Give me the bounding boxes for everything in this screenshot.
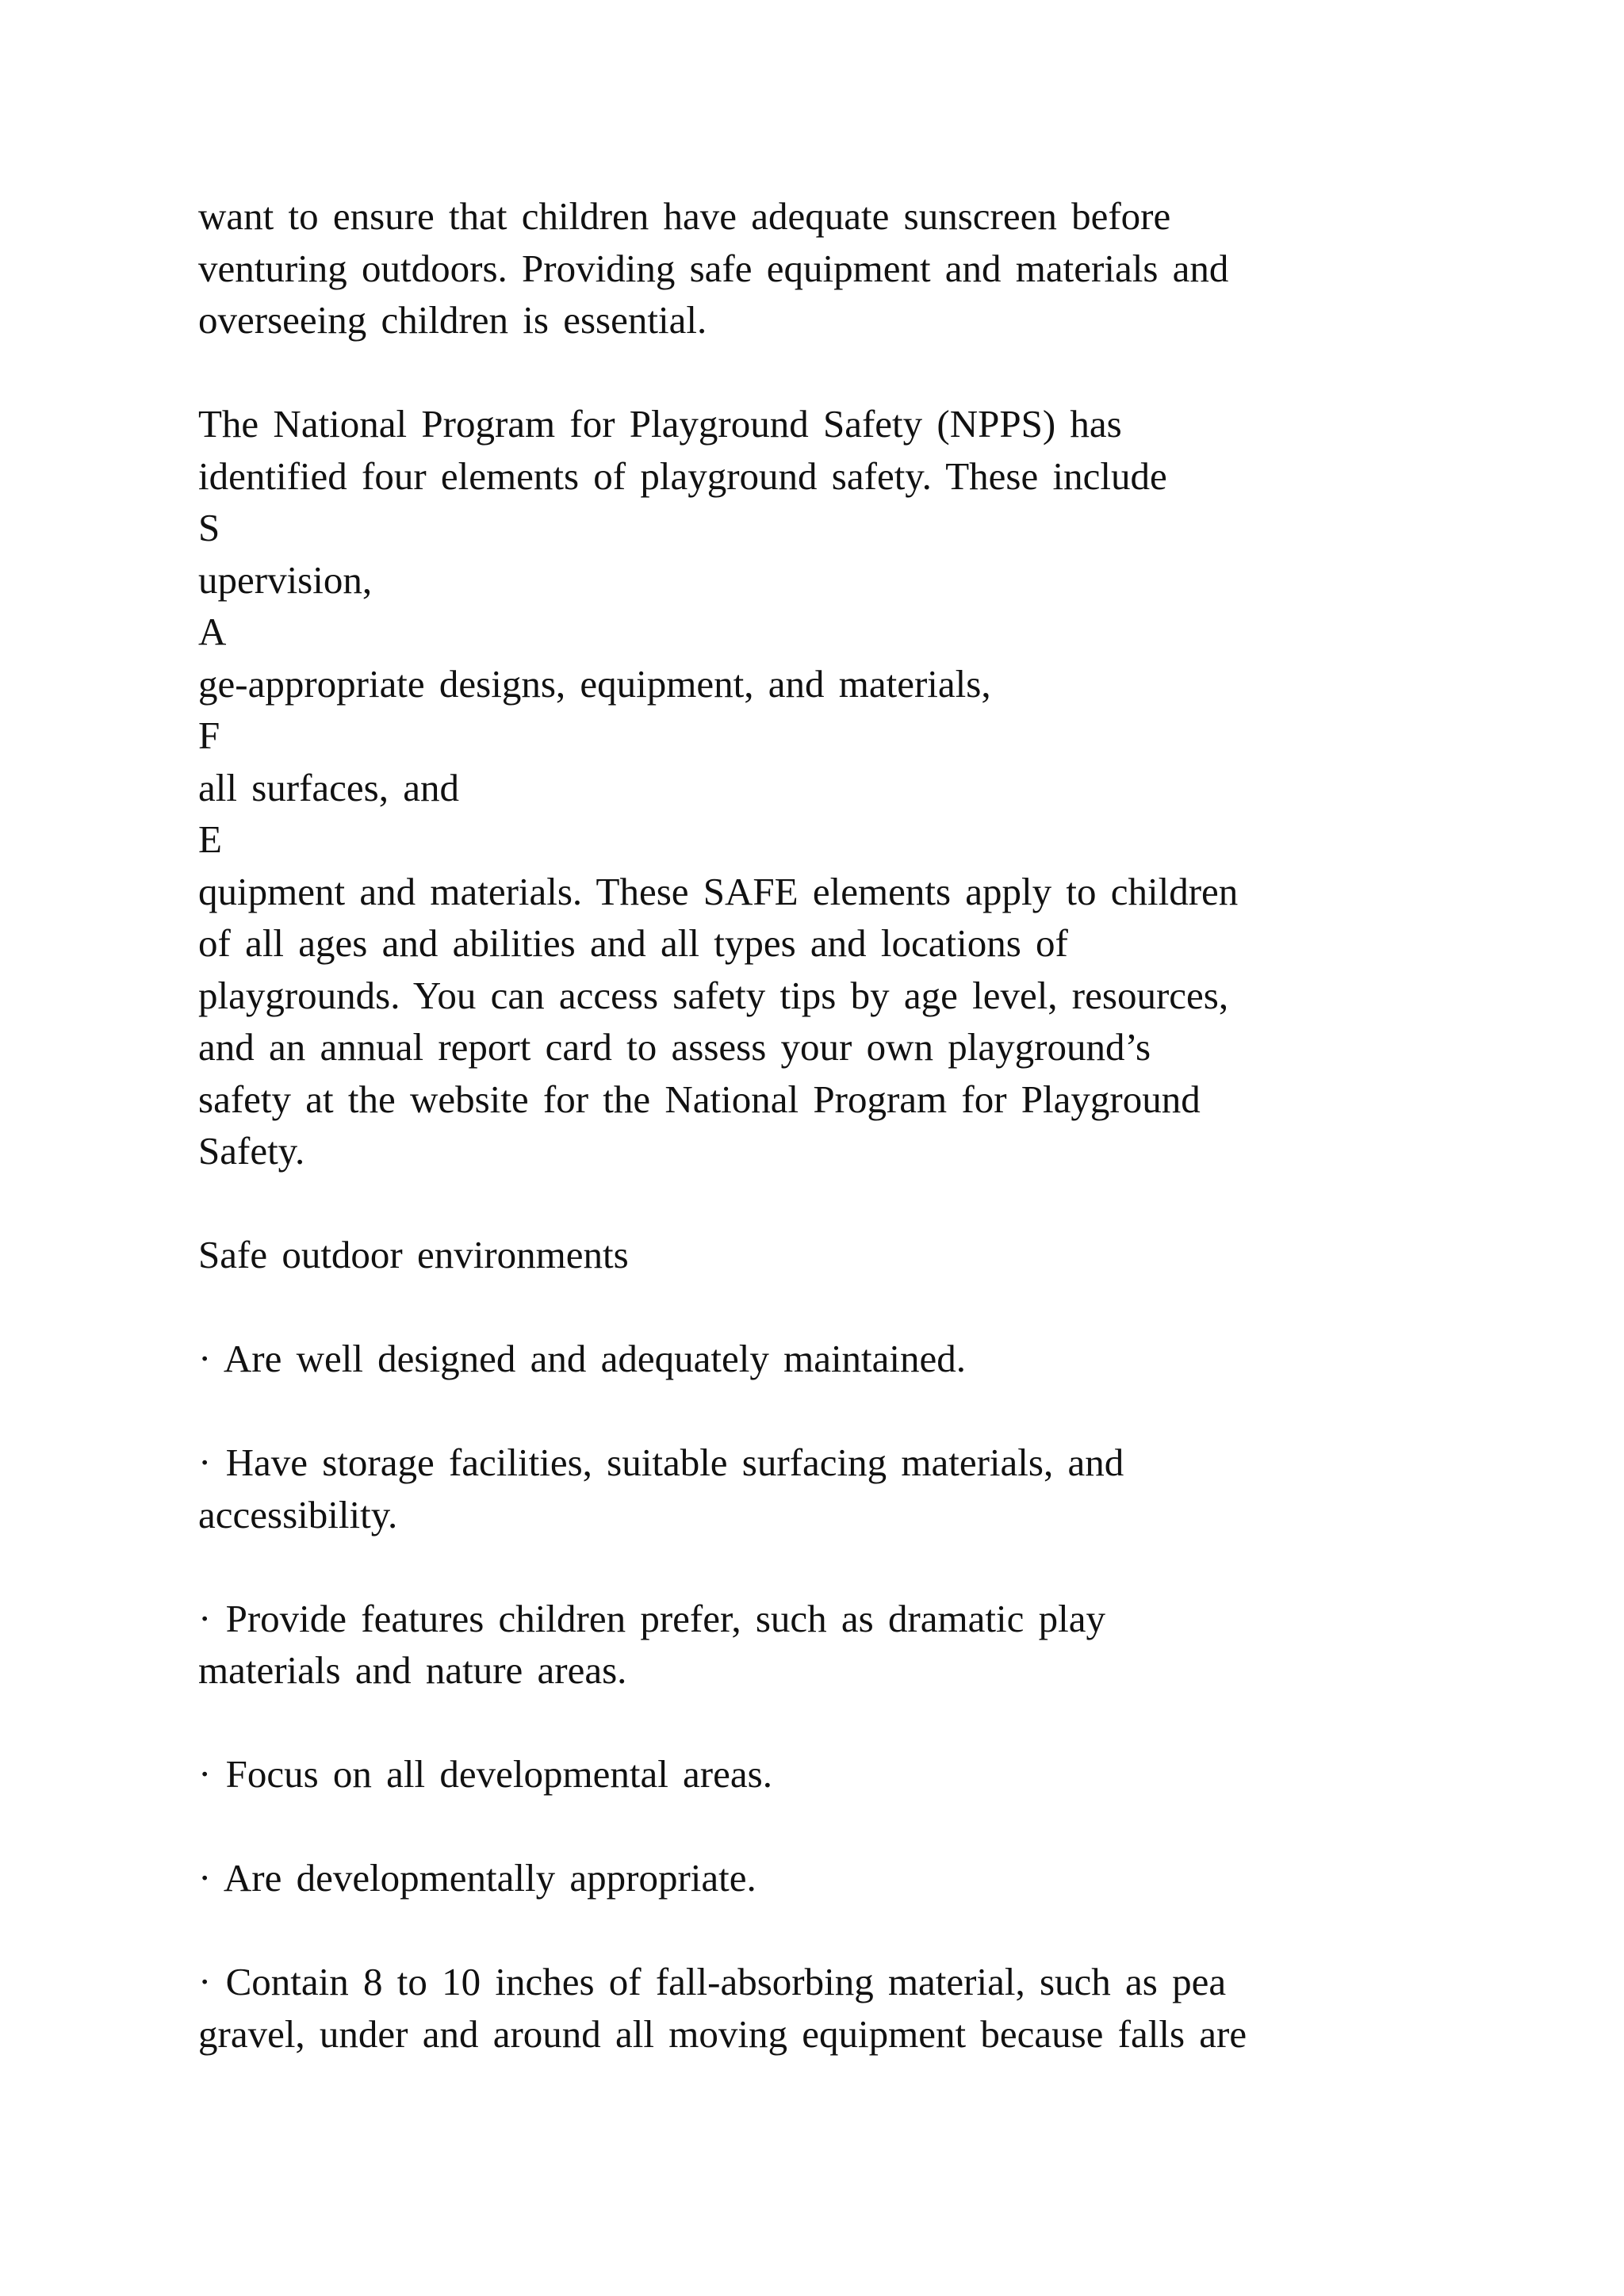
text-line: identified four elements of playground safety. These include xyxy=(198,453,1167,498)
blank-line xyxy=(198,1904,1499,1957)
text-line: The National Program for Playground Safety (NPPS) has xyxy=(198,402,1122,446)
text-line: of all ages and abilities and all types and locations of xyxy=(198,921,1068,965)
bullet-item: · Provide features children prefer, such as dramatic play xyxy=(198,1596,1105,1640)
bullet-continuation: accessibility. xyxy=(198,1492,398,1536)
text-line: venturing outdoors. Providing safe equipment and materials and xyxy=(198,246,1229,290)
blank-line xyxy=(198,1697,1499,1749)
document-text xyxy=(198,190,1499,2060)
text-line: playgrounds. You can access safety tips by age level, resources, xyxy=(198,973,1229,1017)
bullet-item: · Are developmentally appropriate. xyxy=(198,1856,756,1900)
blank-line xyxy=(198,346,1499,399)
text-line: A xyxy=(198,610,227,653)
bullet-continuation: materials and nature areas. xyxy=(198,1648,627,1692)
text-line: quipment and materials. These SAFE elements apply to children xyxy=(198,869,1239,913)
bullet-continuation: gravel, under and around all moving equipment because falls are xyxy=(198,2011,1247,2056)
blank-line xyxy=(198,1281,1499,1334)
blank-line xyxy=(198,1177,1499,1230)
bullet-item: · Are well designed and adequately maintained. xyxy=(198,1337,967,1380)
text-line: upervision, xyxy=(198,557,373,602)
blank-line xyxy=(198,1540,1499,1593)
text-line: E xyxy=(198,817,222,861)
bullet-item: · Have storage facilities, suitable surfacing materials, and xyxy=(198,1441,1124,1484)
text-line: ge-appropriate designs, equipment, and materials, xyxy=(198,661,991,706)
bullet-item: · Focus on all developmental areas. xyxy=(198,1752,772,1796)
text-line: Safety. xyxy=(198,1129,305,1173)
text-line: and an annual report card to assess your own playground’s xyxy=(198,1025,1151,1069)
text-line: want to ensure that children have adequate sunscreen before xyxy=(198,194,1171,238)
text-line: overseeing children is essential. xyxy=(198,298,707,342)
section-heading: Safe outdoor environments xyxy=(198,1233,629,1276)
text-line: safety at the website for the National Program for Playground xyxy=(198,1077,1201,1121)
blank-line xyxy=(198,1385,1499,1437)
blank-line xyxy=(198,1800,1499,1853)
text-line: all surfaces, and xyxy=(198,765,459,809)
text-line: S xyxy=(198,506,220,549)
bullet-item: · Contain 8 to 10 inches of fall-absorbing material, such as pea xyxy=(198,1960,1227,2003)
text-line: F xyxy=(198,714,220,757)
